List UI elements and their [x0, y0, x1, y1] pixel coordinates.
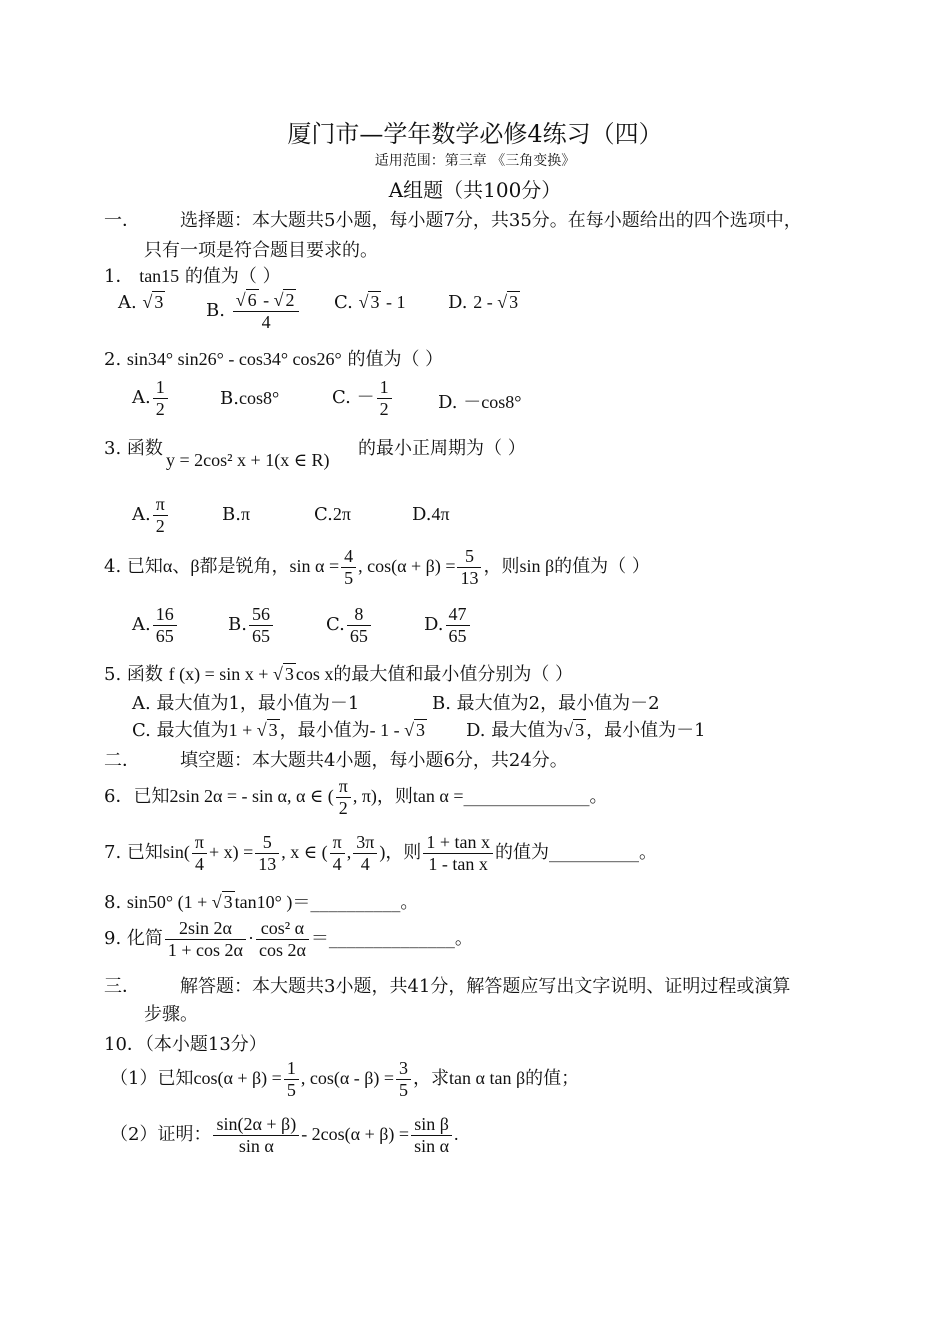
expr-tail: - 1 — [381, 292, 406, 312]
section1-text-cont: 只有一项是符合题目要求的。 — [144, 240, 378, 261]
expr: , cos(α + β) = — [358, 556, 456, 577]
equals: ＝ — [292, 892, 311, 913]
section2-text: 填空题：本大题共4小题，每小题6分，共24分。 — [180, 750, 568, 771]
option-label: C. － — [332, 387, 375, 409]
denominator: 65 — [155, 625, 174, 646]
denominator: 2 — [338, 797, 348, 818]
q9-lead: 9. 化简 — [104, 928, 163, 950]
expr: cos(α + β) = — [193, 1068, 282, 1089]
option-text: ，最小值为－1 — [586, 720, 706, 741]
fraction — [377, 377, 392, 419]
radicand: 3 — [370, 292, 380, 312]
expr: sin( — [162, 842, 190, 863]
option-label: C. — [334, 292, 353, 313]
question-10-heading: 10．（本小题13分） — [104, 1034, 267, 1055]
connector: ，求 — [413, 1068, 450, 1090]
fraction — [336, 776, 351, 818]
answer-blank[interactable]: __________ — [548, 842, 639, 864]
expr: sin β — [519, 556, 555, 577]
q3-expr: y = 2cos² x + 1(x ∈ R) — [166, 450, 330, 470]
denominator: 2 — [379, 398, 389, 419]
q4-tail: 的值为（ ） — [554, 556, 650, 578]
numerator: 1 — [284, 1058, 299, 1080]
period: . — [454, 1124, 459, 1145]
denominator: sin α — [238, 1135, 274, 1156]
separator: 、 — [172, 556, 191, 578]
q5-option-b: B. 最大值为2，最小值为－2 — [432, 693, 660, 714]
option-label: C. — [314, 504, 333, 525]
option-label: B. — [206, 300, 225, 322]
part-tail: 的值； — [525, 1068, 580, 1090]
fraction — [411, 1114, 452, 1156]
radicand: 2 — [285, 290, 295, 310]
numerator: 8 — [347, 604, 371, 626]
numerator: π — [330, 832, 345, 854]
numerator: sin β — [411, 1114, 452, 1136]
alpha-symbol: α — [162, 556, 173, 577]
radicand: 3 — [284, 664, 294, 684]
question-7 — [104, 832, 657, 874]
radicand: 6 — [247, 290, 257, 310]
denominator: 5 — [286, 1079, 296, 1100]
fraction — [153, 604, 177, 646]
denominator: 1 - tan x — [428, 853, 488, 874]
expr: tan α tan β — [449, 1068, 526, 1089]
numerator: 3 — [396, 1058, 411, 1080]
q2-option-a — [132, 377, 170, 419]
numerator: sin(2α + β) — [213, 1114, 299, 1136]
option-label: A. — [132, 614, 151, 636]
q1-number: 1． — [104, 266, 134, 287]
radicand: 3 — [575, 720, 585, 740]
q1-option-a: A. √ 3 — [118, 292, 164, 313]
option-label: A. — [118, 292, 137, 313]
q6-lead: 6．已知 — [104, 786, 170, 808]
q10-part2 — [110, 1114, 459, 1156]
q2-option-d — [438, 388, 521, 414]
scope-line: 适用范围：第三章 《三角变换》 — [374, 153, 576, 169]
section3-text-cont: 步骤。 — [144, 1004, 198, 1025]
q7-tail: 的值为 — [494, 842, 549, 864]
denominator: 13 — [460, 567, 479, 588]
section1-number: 一． — [104, 210, 140, 231]
denominator: cos 2α — [258, 939, 306, 960]
fraction — [341, 546, 356, 588]
radicand: 3 — [223, 892, 233, 912]
expr: tan10° ) — [234, 892, 293, 912]
option-text: D. 最大值为 — [466, 720, 564, 741]
period: 。 — [454, 928, 473, 950]
question-8: 8. sin50° (1 + √ 3 tan10° )＝__________。 — [104, 892, 419, 913]
expr: + x) = — [209, 842, 254, 863]
numerator: π — [153, 494, 168, 516]
answer-blank[interactable]: ______________ — [463, 786, 590, 808]
option-label: C. — [326, 614, 345, 636]
denominator: 5 — [399, 1079, 409, 1100]
q5-option-c: C. 最大值为1 + √ 3 ，最小值为- 1 - √ 3 — [132, 720, 426, 741]
option-label: B. — [222, 504, 241, 525]
expr: , x ∈ ( — [281, 842, 328, 863]
fraction — [457, 546, 481, 588]
section3-text: 解答题：本大题共3小题，共41分，解答题应写出文字说明、证明过程或演算 — [180, 976, 791, 997]
period: 。 — [400, 892, 419, 913]
question-5: 5. 函数 f (x) = sin x + √ 3 cos x的最大值和最小值分别为（ ） — [104, 664, 574, 685]
connector: ，则 — [376, 786, 413, 808]
q2-number: 2. — [104, 349, 122, 370]
q3-option-c — [314, 504, 351, 525]
multiply-dot: · — [247, 928, 254, 949]
fraction — [396, 1058, 411, 1100]
expr: , π) — [352, 786, 377, 807]
fraction — [423, 832, 493, 874]
expr: tan α = — [412, 786, 464, 807]
denominator: 1 + cos 2α — [167, 939, 243, 960]
fraction — [330, 832, 345, 874]
q4-option-d — [424, 604, 472, 646]
numerator: 4 — [341, 546, 356, 568]
fraction — [249, 604, 273, 646]
numerator: 16 — [153, 604, 177, 626]
option-label: B. — [228, 614, 247, 636]
question-9 — [104, 918, 473, 960]
q2-tail: 的值为（ ） — [347, 349, 444, 370]
question-2 — [104, 345, 443, 371]
answer-blank[interactable]: ______________ — [328, 928, 455, 950]
q1-tail: 的值为（ ） — [184, 266, 281, 287]
numerator: 1 — [377, 377, 392, 399]
option-value: 4π — [431, 504, 450, 524]
connector: ，则 — [483, 556, 520, 578]
option-label: D. — [448, 292, 468, 313]
denominator: 4 — [360, 853, 370, 874]
fraction — [165, 918, 246, 960]
q1-option-b — [206, 290, 301, 332]
numerator: 1 + tan x — [423, 832, 493, 854]
part-lead: （2）证明： — [110, 1124, 212, 1146]
q4-option-b — [228, 604, 275, 646]
q2-option-c — [332, 377, 394, 419]
numerator: π — [336, 776, 351, 798]
q3-option-d — [412, 504, 450, 525]
expr: - 2cos(α + β) = — [301, 1124, 410, 1145]
q10-part1 — [110, 1058, 579, 1100]
fraction: $\frac{√ 6 - √ 2}{4}$ — [233, 290, 300, 332]
radicand: 3 — [154, 292, 164, 312]
denominator: 4 — [261, 311, 271, 332]
q4-lead: 4. 已知 — [104, 556, 163, 578]
expr: 1 + — [228, 720, 257, 740]
expr: , cos(α - β) = — [300, 1068, 395, 1089]
fraction — [353, 832, 377, 874]
radicand: 3 — [268, 720, 278, 740]
numerator: 3π — [353, 832, 377, 854]
numerator: cos² α — [256, 918, 309, 940]
expr: , — [346, 842, 352, 863]
fraction — [446, 604, 470, 646]
denominator: 4 — [332, 853, 342, 874]
q3-lead: 3. 函数 — [104, 438, 163, 459]
numerator: 47 — [446, 604, 470, 626]
expr: f (x) = sin x + — [168, 664, 273, 684]
fraction — [192, 832, 207, 874]
q5-lead: 5. 函数 — [104, 664, 163, 685]
fraction — [284, 1058, 299, 1100]
equals: ＝ — [310, 928, 329, 950]
option-text: C. 最大值为 — [132, 720, 229, 741]
period: 。 — [589, 786, 608, 808]
operator: - — [258, 290, 274, 310]
q4-option-c — [326, 604, 373, 646]
section2-number: 二． — [104, 750, 140, 771]
q2-option-b — [220, 388, 279, 409]
expr: ) — [379, 842, 386, 863]
option-label: D. — [412, 504, 432, 525]
q7-lead: 7. 已知 — [104, 842, 163, 864]
option-label: D. — [424, 614, 444, 636]
answer-blank[interactable]: __________ — [310, 892, 401, 913]
period: 。 — [638, 842, 657, 864]
fraction — [213, 1114, 299, 1156]
q1-option-c: C. √ 3 - 1 — [334, 292, 406, 313]
numerator: 2sin 2α — [165, 918, 246, 940]
numerator: 56 — [249, 604, 273, 626]
q4-mid: 都是锐角， — [199, 556, 290, 578]
numerator: 1 — [153, 377, 168, 399]
numerator: 5 — [255, 832, 279, 854]
numerator: π — [192, 832, 207, 854]
radicand: 3 — [416, 720, 426, 740]
expr: 2sin 2α = - sin α, α ∈ ( — [169, 786, 334, 807]
q3-tail: 的最小正周期为（ ） — [358, 438, 526, 459]
section3-number: 三． — [104, 976, 140, 997]
expr: sin50° (1 + — [126, 892, 212, 912]
section1-text: 选择题：本大题共5小题，每小题7分，共35分。在每小题给出的四个选项中， — [180, 210, 802, 231]
q4-option-a — [132, 604, 179, 646]
fraction — [153, 494, 168, 536]
radicand: 3 — [509, 292, 519, 312]
denominator: 2 — [155, 398, 165, 419]
q8-number: 8. — [104, 892, 122, 913]
denominator: 13 — [258, 853, 277, 874]
denominator: 65 — [251, 625, 270, 646]
denominator: 2 — [155, 515, 165, 536]
page-title: 厦门市—学年数学必修4练习（四） — [287, 120, 663, 148]
q3-option-a — [132, 494, 170, 536]
q1-option-d: D. 2 - √ 3 — [448, 292, 519, 313]
question-4 — [104, 546, 650, 588]
denominator: 5 — [344, 567, 354, 588]
part-lead: （1）已知 — [110, 1068, 194, 1090]
fraction — [255, 832, 279, 874]
group-heading: A组题（共100分） — [388, 178, 562, 202]
q5-tail: 的最大值和最小值分别为（ ） — [333, 664, 574, 685]
option-value: π — [240, 504, 251, 524]
denominator: sin α — [414, 1135, 449, 1156]
option-label: B. — [220, 388, 239, 409]
fraction — [347, 604, 371, 646]
expr: sin α = — [289, 556, 340, 577]
q1-expr: tan15 — [139, 266, 180, 286]
q2-expr: sin34° sin26° - cos34° cos26° — [126, 349, 342, 369]
connector: ，则 — [385, 842, 422, 864]
option-label: A. — [132, 387, 151, 409]
expr: - 1 - — [369, 720, 405, 740]
expr: cos x — [295, 664, 334, 684]
option-value: cos8° — [238, 388, 280, 408]
question-6 — [104, 776, 608, 818]
option-value: 2π — [332, 504, 351, 524]
expr-pre: 2 - — [473, 292, 498, 312]
denominator: 4 — [194, 853, 204, 874]
denominator: 65 — [349, 625, 368, 646]
denominator: 65 — [448, 625, 467, 646]
beta-symbol: β — [190, 556, 200, 577]
q5-option-d: D. 最大值为√ 3 ，最小值为－1 — [466, 720, 706, 741]
numerator: 5 — [457, 546, 481, 568]
question-1 — [104, 262, 281, 288]
option-label: A. — [132, 504, 151, 526]
q5-option-a: A. 最大值为1，最小值为－1 — [132, 693, 360, 714]
fraction — [153, 377, 168, 419]
option-value: cos8° — [481, 392, 522, 412]
option-text: ，最小值为 — [279, 720, 370, 741]
fraction — [256, 918, 309, 960]
option-label: D. － — [438, 392, 482, 413]
q3-option-b — [222, 504, 250, 525]
